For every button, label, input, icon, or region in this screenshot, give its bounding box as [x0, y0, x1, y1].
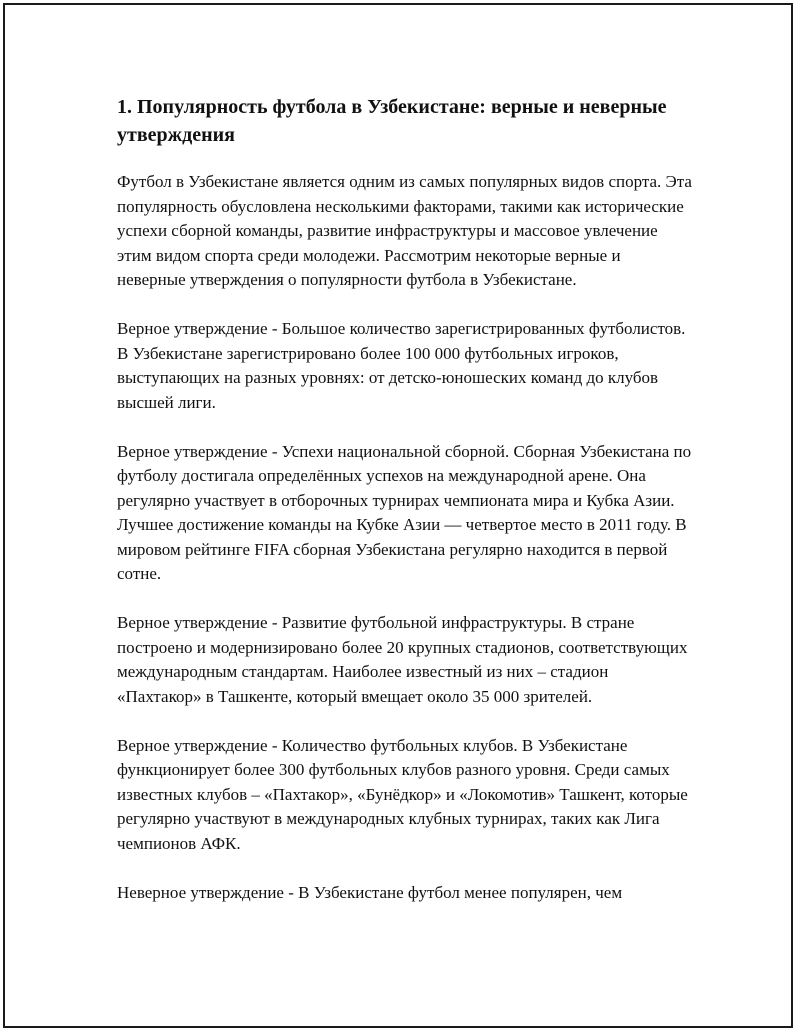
statement-national-team-paragraph: Верное утверждение - Успехи национальной сборной. Сборная Узбекистана по футболу достигала определённых успехов на международной арене. Она регулярно участвует в отборочных турнирах чемпионата мира и Кубка Азии. Лучшее достижение команды на Кубке Азии — четвертое место в 2011 году. В мировом рейтинге FIFA сборная Узбекистана регулярно находится в первой сотне. — [117, 441, 692, 583]
statement-players-paragraph: Верное утверждение - Большое количество зарегистрированных футболистов. В Узбекистане зарегистрировано более 100 000 футбольных игроков, выступающих на разных уровнях: от детско-юношеских команд до клубов высшей лиги. — [117, 319, 686, 412]
intro-paragraph: Футбол в Узбекистане является одним из самых популярных видов спорта. Эта популярность обусловлена несколькими факторами, такими как исторические успехи сборной команды, развитие инфраструктуры и массовое увлечение этим видом спорта среди молодежи. Рассмотрим некоторые верные и неверные утверждения о популярности футбола в Узбекистане. — [117, 172, 692, 289]
statement-clubs-paragraph: Верное утверждение - Количество футбольных клубов. В Узбекистане функционирует более 300 футбольных клубов разного уровня. Среди самых известных клубов – «Пахтакор», «Бунёдкор» и «Локомотив» Ташкент, которые регулярно участвуют в международных клубных турнирах, таких как Лига чемпионов АФК. — [117, 735, 688, 853]
document-body — [117, 93, 692, 930]
statement-false-paragraph: Неверное утверждение - В Узбекистане футбол менее популярен, чем — [117, 882, 623, 902]
section-heading: 1. Популярность футбола в Узбекистане: верные и неверные утверждения — [117, 96, 667, 146]
statement-infrastructure-paragraph: Верное утверждение - Развитие футбольной инфраструктуры. В стране построено и модернизировано более 20 крупных стадионов, соответствующих международным стандартам. Наиболее известный из них – стадион «Пахтакор» в Ташкенте, который вмещает около 35 000 зрителей. — [117, 613, 688, 706]
